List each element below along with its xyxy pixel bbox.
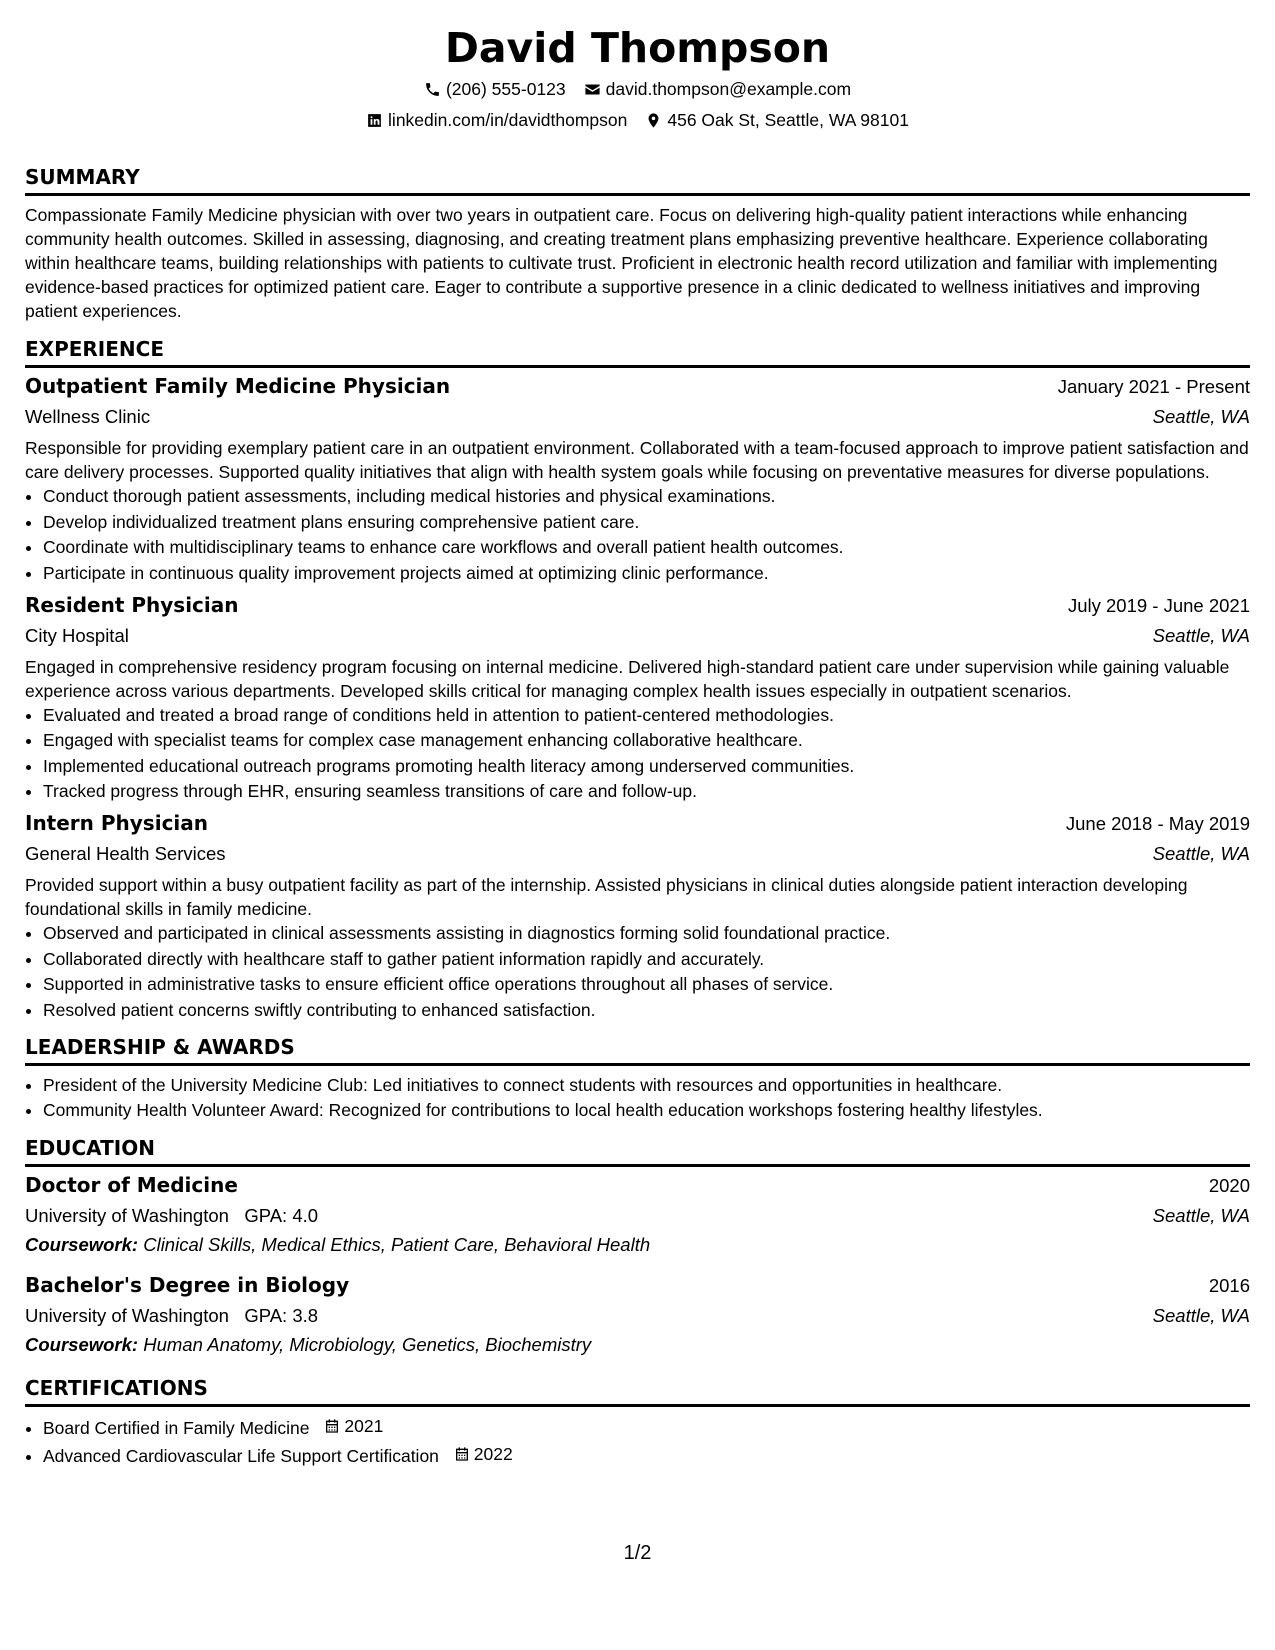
- school-name: University of Washington: [25, 1305, 229, 1326]
- job-entry: [25, 592, 1250, 804]
- job-bullets: [25, 484, 1250, 585]
- list-item: • Resolved patient concerns swiftly contributing to enhanced satisfaction.: [43, 998, 1250, 1022]
- job-org: Wellness Clinic: [25, 406, 151, 427]
- school-location: Seattle, WA: [1152, 1305, 1250, 1326]
- job-location: Seattle, WA: [1152, 406, 1250, 427]
- envelope-icon: [584, 81, 601, 98]
- candidate-name: David Thompson: [444, 24, 831, 72]
- list-item: • Engaged with specialist teams for complex case management enhancing collaborative healthcare.: [43, 728, 1250, 752]
- degree-title: Bachelor's Degree in Biology: [25, 1273, 350, 1297]
- linkedin-text[interactable]: linkedin.com/in/davidthompson: [388, 110, 628, 130]
- certifications-section: [25, 1376, 1250, 1468]
- job-description: Provided support within a busy outpatient facility as part of the internship. Assisted physicians in clinical duties alongside patient interaction developing foundational skills in family medicine.: [25, 875, 1188, 919]
- list-item: • Community Health Volunteer Award: Recognized for contributions to local health education workshops fostering healthy lifestyles.: [43, 1098, 1250, 1122]
- experience-section: [25, 337, 1250, 1022]
- job-location: Seattle, WA: [1152, 843, 1250, 864]
- job-bullets: [25, 703, 1250, 804]
- list-item: • Participate in continuous quality improvement projects aimed at optimizing clinic performance.: [43, 561, 1250, 585]
- address-text: 456 Oak St, Seattle, WA 98101: [667, 110, 909, 130]
- linkedin-contact[interactable]: [366, 109, 627, 131]
- job-title: Resident Physician: [25, 592, 239, 617]
- page-number: 1/2: [623, 1542, 652, 1564]
- job-org: General Health Services: [25, 843, 226, 864]
- education-entry: [25, 1172, 1250, 1258]
- job-description: Responsible for providing exemplary patient care in an outpatient environment. Collaborated with a team-focused approach to improve patient satisfaction and care delivery processes. Supported quality initiatives that align with health system goals while focusing on preventative measures for diverse populations.: [25, 438, 1249, 482]
- calendar-icon: [324, 1418, 340, 1434]
- list-item: • Tracked progress through EHR, ensuring seamless transitions of care and follow-up.: [43, 779, 1250, 803]
- job-title: Outpatient Family Medicine Physician: [25, 374, 451, 398]
- list-item: • Collaborated directly with healthcare staff to gather patient information rapidly and accurately.: [43, 947, 1250, 971]
- list-item: • President of the University Medicine Club: Led initiatives to connect students with resources and opportunities in healthcare.: [43, 1073, 1250, 1097]
- leadership-list: [25, 1073, 1250, 1123]
- address-contact: [645, 109, 909, 131]
- cert-name: Advanced Cardiovascular Life Support Certification: [43, 1445, 439, 1466]
- contact-row-2: [25, 109, 1250, 131]
- job-entry: [25, 373, 1250, 585]
- list-item: • Conduct thorough patient assessments, including medical histories and physical examinations.: [43, 484, 1250, 508]
- calendar-icon: [454, 1446, 470, 1462]
- degree-year: 2020: [1208, 1175, 1250, 1196]
- section-title-certifications: CERTIFICATIONS: [25, 1376, 1250, 1407]
- job-location: Seattle, WA: [1152, 624, 1250, 646]
- phone-icon: [424, 81, 441, 98]
- resume-page: [25, 0, 1250, 1469]
- job-title: Intern Physician: [25, 811, 209, 835]
- list-item: [43, 1442, 1250, 1468]
- gpa: GPA: 4.0: [244, 1205, 319, 1226]
- summary-section: [25, 165, 1250, 323]
- education-section: [25, 1136, 1250, 1358]
- school-name: University of Washington: [25, 1205, 229, 1226]
- coursework: [25, 1232, 1250, 1258]
- job-description: Engaged in comprehensive residency program focusing on internal medicine. Delivered high-standard patient care under supervision while gaining valuable experience across various departments. Developed skills critical for managing complex health issues especially in outpatient scenarios.: [25, 656, 1230, 701]
- job-dates: July 2019 - June 2021: [1067, 594, 1250, 616]
- job-org: City Hospital: [25, 624, 129, 646]
- list-item: • Evaluated and treated a broad range of conditions held in attention to patient-centered methodologies.: [43, 703, 1250, 727]
- coursework: [25, 1332, 1250, 1358]
- summary-text: Compassionate Family Medicine physician with over two years in outpatient care. Focus on delivering high-quality patient interactions while enhancing community health outcomes. Skilled in assessing, diagnosing, and creating treatment plans emphasizing preventive healthcare. Experience collaborating within healthcare teams, building relationships with patients to cultivate trust. Proficient in electronic health record utilization and familiar with implementing evidence-based practices for optimized patient care. Eager to contribute a supportive presence in a clinic dedicated to wellness initiatives and improving patient experiences.: [25, 205, 1218, 321]
- section-title-summary: SUMMARY: [25, 165, 1250, 196]
- certifications-list: [25, 1414, 1250, 1468]
- list-item: • Develop individualized treatment plans ensuring comprehensive patient care.: [43, 510, 1250, 534]
- job-dates: June 2018 - May 2019: [1065, 813, 1250, 834]
- contact-row-1: [25, 78, 1250, 100]
- coursework-list: Clinical Skills, Medical Ethics, Patient Care, Behavioral Health: [143, 1234, 651, 1255]
- list-item: • Implemented educational outreach programs promoting health literacy among underserved communities.: [43, 754, 1250, 778]
- section-title-leadership: LEADERSHIP & AWARDS: [25, 1035, 1250, 1066]
- school-location: Seattle, WA: [1152, 1205, 1250, 1226]
- linkedin-icon: [366, 112, 383, 129]
- cert-year-text: 2022: [473, 1443, 513, 1464]
- list-item: • Coordinate with multidisciplinary teams to enhance care workflows and overall patient health outcomes.: [43, 535, 1250, 559]
- degree-title: Doctor of Medicine: [25, 1173, 238, 1197]
- list-item: [43, 1414, 1250, 1440]
- list-item: • Observed and participated in clinical assessments assisting in diagnostics forming solid foundational practice.: [43, 921, 1250, 945]
- map-pin-icon: [645, 112, 662, 129]
- gpa: GPA: 3.8: [244, 1305, 319, 1326]
- cert-name: Board Certified in Family Medicine: [43, 1418, 310, 1438]
- section-title-experience: EXPERIENCE: [25, 337, 1250, 368]
- email-text[interactable]: david.thompson@example.com: [605, 79, 852, 99]
- education-entry: [25, 1272, 1250, 1358]
- coursework-list: Human Anatomy, Microbiology, Genetics, Biochemistry: [143, 1334, 592, 1355]
- degree-year: 2016: [1208, 1275, 1250, 1296]
- leadership-section: [25, 1035, 1250, 1123]
- coursework-label: Coursework:: [25, 1234, 139, 1255]
- coursework-label: Coursework:: [25, 1334, 139, 1355]
- email-contact[interactable]: [584, 78, 851, 100]
- phone-contact: [424, 78, 566, 100]
- cert-year-text: 2021: [344, 1416, 384, 1436]
- job-entry: [25, 810, 1250, 1022]
- phone-text: (206) 555-0123: [445, 79, 566, 99]
- section-title-education: EDUCATION: [25, 1136, 1250, 1167]
- list-item: • Supported in administrative tasks to ensure efficient office operations throughout all phases of service.: [43, 972, 1250, 996]
- job-dates: January 2021 - Present: [1057, 376, 1250, 397]
- job-bullets: [25, 921, 1250, 1022]
